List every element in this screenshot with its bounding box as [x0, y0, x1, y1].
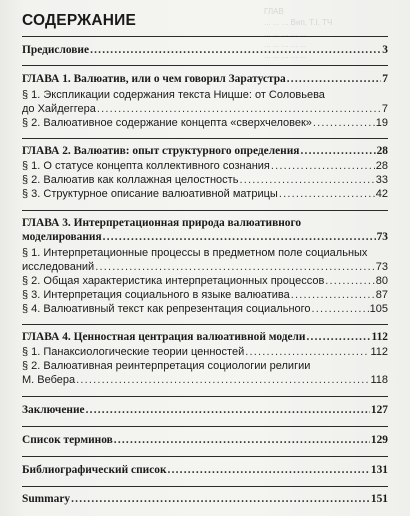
- toc-entry-terms: Список терминов ..... 129: [22, 433, 388, 447]
- page-title: СОДЕРЖАНИЕ: [22, 12, 137, 29]
- toc-entry-ch2-s3: § 3. Структурное описание валюативной матрицы ..... 42: [22, 187, 388, 201]
- bleed-through-text: ГЛАВ ... ... ... Вип, Т.І. ТЧ ... ... ... ... ... ... ... ... ... ... ... ... ... ... ...: [264, 7, 333, 60]
- toc-entry-ch4-s1: § 1. Панаксиологические теории ценностей ..... 112: [22, 345, 388, 359]
- divider: [22, 486, 388, 487]
- toc-entry-preface: Предисловие ..... 3: [22, 43, 388, 57]
- divider: [22, 426, 388, 427]
- toc-entry-ch4-title: ГЛАВА 4. Ценностная центрация валюативной модели ..... 112: [22, 330, 388, 344]
- divider: [22, 396, 388, 397]
- divider: [22, 456, 388, 457]
- toc-entry-ch1-s2: § 2. Валюативное содержание концепта «сверхчеловек» ..... 19: [22, 116, 388, 130]
- toc-entry-summary: Summary ..... 151: [22, 492, 388, 506]
- toc-entry-conclusion: Заключение ..... 127: [22, 403, 388, 417]
- toc-entry-ch3-s1-line1: § 1. Интерпретационные процессы в предметном поле социальных: [22, 247, 368, 259]
- toc-entry-bibliography: Библиографический список ..... 131: [22, 463, 388, 477]
- divider: [22, 36, 388, 37]
- toc-entry-ch3-s3: § 3. Интерпретация социального в языке валюатива ..... 87: [22, 288, 388, 302]
- toc-entry-ch4-s2-line2: М. Вебера ..... 118: [22, 373, 388, 387]
- toc-entry-ch4-s2-line1: § 2. Валюативная реинтерпретация социологии религии: [22, 360, 311, 372]
- toc-entry-ch2-title: ГЛАВА 2. Валюатив: опыт структурного определения ..... 28: [22, 144, 388, 158]
- divider: [22, 210, 388, 211]
- toc-entry-ch2-s1: § 1. О статусе концепта коллективного сознания ..... 28: [22, 159, 388, 173]
- toc-entry-ch3-title-line1: ГЛАВА 3. Интерпретационная природа валюативного: [22, 217, 302, 229]
- toc-entry-ch1-title: ГЛАВА 1. Валюатив, или о чем говорил Заратустра ..... 7: [22, 72, 388, 86]
- toc-entry-ch1-s1-line2: до Хайдеггера ..... 7: [22, 102, 388, 116]
- toc-entry-ch2-s2: § 2. Валюатив как коллажная целостность ..... 33: [22, 173, 388, 187]
- toc-entry-ch1-s1-line1: § 1. Экспликации содержания текста Ницше: от Соловьева: [22, 89, 325, 101]
- divider: [22, 65, 388, 66]
- divider: [22, 324, 388, 325]
- toc-entry-ch3-s4: § 4. Валюативный текст как репрезентация социального ..... 105: [22, 302, 388, 316]
- divider: [22, 138, 388, 139]
- toc-entry-ch3-s2: § 2. Общая характеристика интерпретационных процессов ..... 80: [22, 274, 388, 288]
- toc-entry-ch3-s1-line2: исследований ..... 73: [22, 260, 388, 274]
- toc-entry-ch3-title-line2: моделирования ..... 73: [22, 230, 388, 244]
